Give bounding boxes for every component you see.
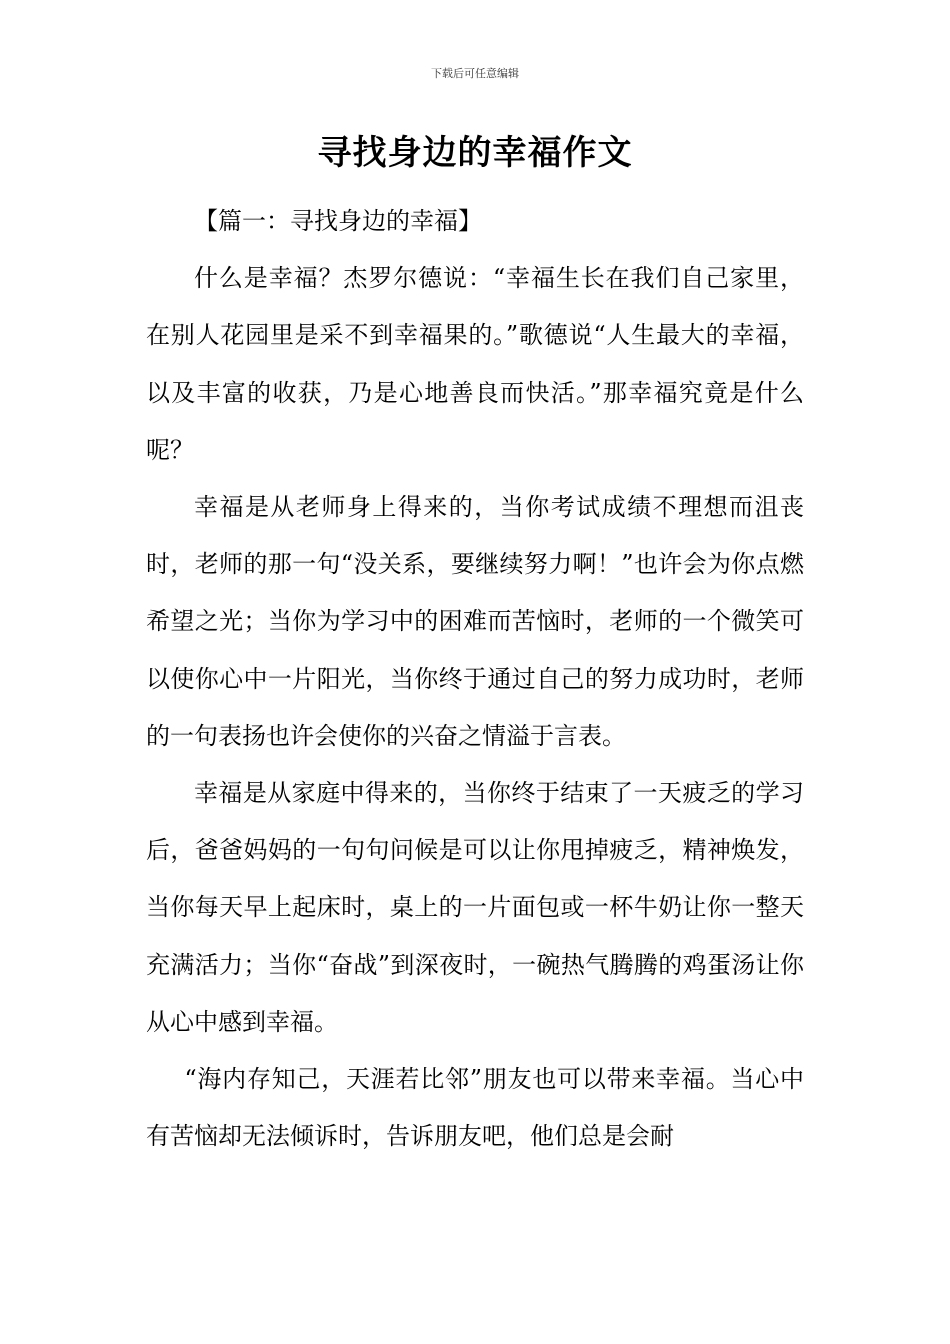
section-heading: 【篇一：寻找身边的幸福】 (194, 207, 482, 235)
paragraph: “海内存知己，天涯若比邻”朋友也可以带来幸福。当心中有苦恼却无法倾诉时，告诉朋友吧，他们总是会耐 (146, 1065, 804, 1151)
paragraph: 什么是幸福？杰罗尔德说：“幸福生长在我们自己家里，在别人花园里是采不到幸福果的。”歌德说“人生最大的幸福，以及丰富的收获，乃是心地善良而快活。”那幸福究竟是什么呢？ (146, 264, 804, 464)
document-body (146, 193, 804, 1165)
paragraph: 幸福是从老师身上得来的，当你考试成绩不理想而沮丧时，老师的那一句“没关系，要继续努力啊！”也许会为你点燃希望之光；当你为学习中的困难而苦恼时，老师的一个微笑可以使你心中一片阳光，当你终于通过自己的努力成功时，老师的一句表扬也许会使你的兴奋之情溢于言表。 (146, 493, 804, 750)
document-title: 寻找身边的幸福作文 (317, 133, 633, 173)
header-note: 下载后可任意编辑 (431, 67, 519, 80)
paragraph: 幸福是从家庭中得来的，当你终于结束了一天疲乏的学习后，爸爸妈妈的一句句问候是可以让你甩掉疲乏，精神焕发，当你每天早上起床时，桌上的一片面包或一杯牛奶让你一整天充满活力；当你“奋战”到深夜时，一碗热气腾腾的鸡蛋汤让你从心中感到幸福。 (146, 779, 804, 1036)
